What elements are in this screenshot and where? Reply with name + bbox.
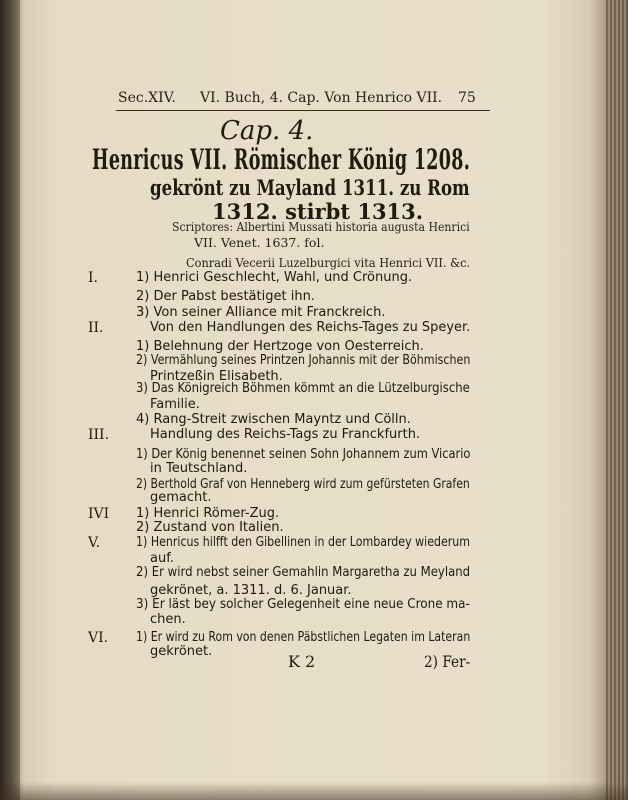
catchword: 2) Fer- (424, 652, 471, 671)
contents-numeral: IVI (88, 506, 110, 522)
contents-line: Familie. (150, 397, 200, 412)
contents-line: gemacht. (150, 490, 212, 505)
contents-numeral: I. (88, 270, 98, 286)
contents-line: Handlung des Reichs-Tags zu Franckfurth. (150, 427, 421, 442)
contents-line: 2) Er wird nebst seiner Gemahlin Margaretha zu Meyland (136, 565, 471, 580)
chapter-title-line-2: gekrönt zu Mayland 1311. zu Rom (150, 175, 470, 200)
contents-line: Von den Handlungen des Reichs-Tages zu Speyer. (150, 320, 471, 335)
contents-numeral: III. (88, 427, 110, 443)
contents-line: 4) Rang-Streit zwischen Mayntz und Cölln. (136, 412, 411, 427)
page-number: 75 (458, 90, 476, 106)
contents-line: chen. (150, 612, 186, 627)
contents-numeral: V. (88, 535, 101, 551)
contents-line: in Teutschland. (150, 461, 248, 476)
contents-line: 1) Henrici Geschlecht, Wahl, und Crönung. (136, 270, 413, 285)
scriptores-line-2: VII. Venet. 1637. fol. (194, 235, 325, 250)
page-fore-edge (606, 0, 628, 800)
contents-numeral: VI. (88, 630, 109, 646)
scriptores-line-1: Scriptores: Albertini Mussati historia augusta Henrici (172, 219, 470, 234)
contents-line: 1) Er wird zu Rom von denen Päbstlichen Legaten im Lateran (136, 630, 471, 645)
scriptores-line-3: Conradi Vecerii Luzelburgici vita Henrici VII. &c. (186, 255, 471, 270)
contents-line: 2) Zustand von Italien. (136, 520, 284, 535)
signature-mark: K 2 (288, 652, 316, 671)
contents-line: 3) Er läst bey solcher Gelegenheit eine neue Crone ma- (136, 597, 470, 612)
contents-line: 3) Das Königreich Böhmen kömmt an die Lützelburgische (136, 381, 470, 396)
chapter-number: Cap. 4. (220, 116, 314, 146)
contents-line: 2) Der Pabst bestätiget ihn. (136, 289, 315, 304)
contents-line: 2) Berthold Graf von Henneberg wird zum gefürsteten Grafen (136, 477, 470, 492)
contents-line: Printzeßin Elisabeth. (150, 369, 283, 384)
contents-line: 1) Henricus hilfft den Gibellinen in der Lombardey wiederum (136, 535, 471, 550)
contents-line: gekrönet, a. 1311. d. 6. Januar. (150, 583, 352, 598)
contents-line: 3) Von seiner Alliance mit Franckreich. (136, 305, 386, 320)
contents-line: auf. (150, 551, 174, 566)
book-spine (0, 0, 20, 800)
header-section: Sec.XIV. (118, 90, 176, 106)
chapter-title-line-3: 1312. stirbt 1313. (212, 199, 424, 224)
page-bottom-shadow (0, 782, 628, 800)
contents-line: 1) Belehnung der Hertzoge von Oesterreich. (136, 339, 424, 354)
contents-line: gekrönet. (150, 644, 213, 659)
contents-line: 2) Vermählung seines Printzen Johannis mit der Böhmischen (136, 353, 471, 368)
chapter-title-line-1: Henricus VII. Römischer König 1208. (92, 143, 471, 176)
contents-line: 1) Henrici Römer-Zug. (136, 506, 280, 521)
header-book-chapter: VI. Buch, 4. Cap. Von Henrico VII. (200, 90, 443, 106)
header-rule (116, 110, 490, 111)
contents-numeral: II. (88, 320, 104, 336)
contents-line: 1) Der König benennet seinen Sohn Johannem zum Vicario (136, 447, 471, 462)
